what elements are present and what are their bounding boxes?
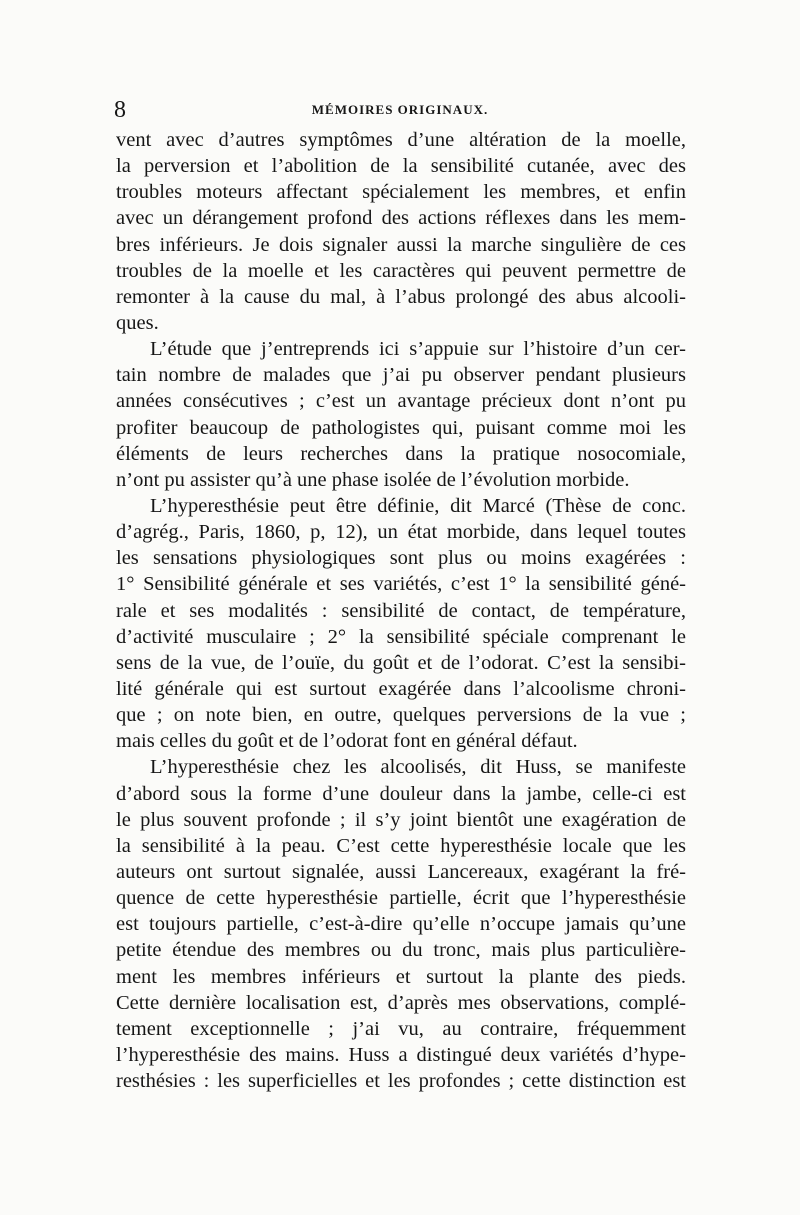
text-line: resthésies : les superficielles et les profondes ; cette distinction est xyxy=(116,1070,686,1093)
text-line: la sensibilité à la peau. C’est cette hyperesthésie locale que les xyxy=(116,834,686,857)
running-title: MÉMOIRES ORIGINAUX. xyxy=(311,102,489,117)
page-header xyxy=(114,96,686,124)
text-line: 1° Sensibilité générale et ses variétés, c’est 1° la sensibilité géné- xyxy=(116,573,686,596)
text-line: tement exceptionnelle ; j’ai vu, au contraire, fréquemment xyxy=(116,1017,686,1040)
body-text xyxy=(116,127,686,1094)
text-line: les sensations physiologiques sont plus ou moins exagérées : xyxy=(116,547,686,570)
text-line: n’ont pu assister qu’à une phase isolée de l’évolution morbide. xyxy=(116,468,630,491)
text-line: profiter beaucoup de pathologistes qui, puisant comme moi les xyxy=(116,416,686,439)
text-line: troubles moteurs affectant spécialement les membres, et enfin xyxy=(116,181,686,204)
text-line: d’activité musculaire ; 2° la sensibilité spéciale comprenant le xyxy=(116,625,686,648)
text-line: sens de la vue, de l’ouïe, du goût et de l’odorat. C’est la sensibi- xyxy=(116,651,686,674)
text-line: troubles de la moelle et les caractères qui peuvent permettre de xyxy=(116,259,686,282)
text-line: l’hyperesthésie des mains. Huss a distingué deux variétés d’hype- xyxy=(116,1043,686,1066)
text-line: petite étendue des membres ou du tronc, mais plus particulière- xyxy=(116,939,686,962)
text-line: vent avec d’autres symptômes d’une altération de la moelle, xyxy=(116,129,686,151)
text-line: ment les membres inférieurs et surtout la plante des pieds. xyxy=(116,965,686,988)
text-line: années consécutives ; c’est un avantage précieux dont n’ont pu xyxy=(116,390,686,413)
text-line: lité générale qui est surtout exagérée dans l’alcoolisme chroni- xyxy=(116,677,686,700)
text-line: L’hyperesthésie chez les alcoolisés, dit Huss, se manifeste xyxy=(150,756,686,779)
text-line: remonter à la cause du mal, à l’abus prolongé des abus alcooli- xyxy=(116,285,686,308)
text-line: mais celles du goût et de l’odorat font en général défaut. xyxy=(116,730,578,753)
text-line: L’étude que j’entreprends ici s’appuie sur l’histoire d’un cer- xyxy=(150,338,686,361)
text-line: d’agrég., Paris, 1860, p, 12), un état morbide, dans lequel toutes xyxy=(116,521,686,544)
text-line: bres inférieurs. Je dois signaler aussi la marche singulière de ces xyxy=(116,233,686,256)
text-line: tain nombre de malades que j’ai pu observer pendant plusieurs xyxy=(116,364,686,387)
text-line: Cette dernière localisation est, d’après mes observations, complé- xyxy=(116,991,686,1014)
page-number: 8 xyxy=(114,97,126,123)
text-line: d’abord sous la forme d’une douleur dans la jambe, celle-ci est xyxy=(116,782,686,805)
text-line: L’hyperesthésie peut être définie, dit Marcé (Thèse de conc. xyxy=(150,494,686,517)
text-line: auteurs ont surtout signalée, aussi Lancereaux, exagérant la fré- xyxy=(116,860,686,883)
text-line: que ; on note bien, en outre, quelques perversions de la vue ; xyxy=(116,704,686,727)
text-line: avec un dérangement profond des actions réflexes dans les mem- xyxy=(116,207,686,230)
text-line: rale et ses modalités : sensibilité de contact, de température, xyxy=(116,599,686,622)
text-line: ques. xyxy=(116,311,159,334)
text-line: quence de cette hyperesthésie partielle, écrit que l’hyperesthésie xyxy=(116,887,686,910)
text-line: le plus souvent profonde ; il s’y joint bientôt une exagération de xyxy=(116,808,686,831)
text-line: la perversion et l’abolition de la sensibilité cutanée, avec des xyxy=(116,155,686,178)
text-line: éléments de leurs recherches dans la pratique nosocomiale, xyxy=(116,442,686,465)
text-line: est toujours partielle, c’est-à-dire qu’elle n’occupe jamais qu’une xyxy=(116,913,686,936)
